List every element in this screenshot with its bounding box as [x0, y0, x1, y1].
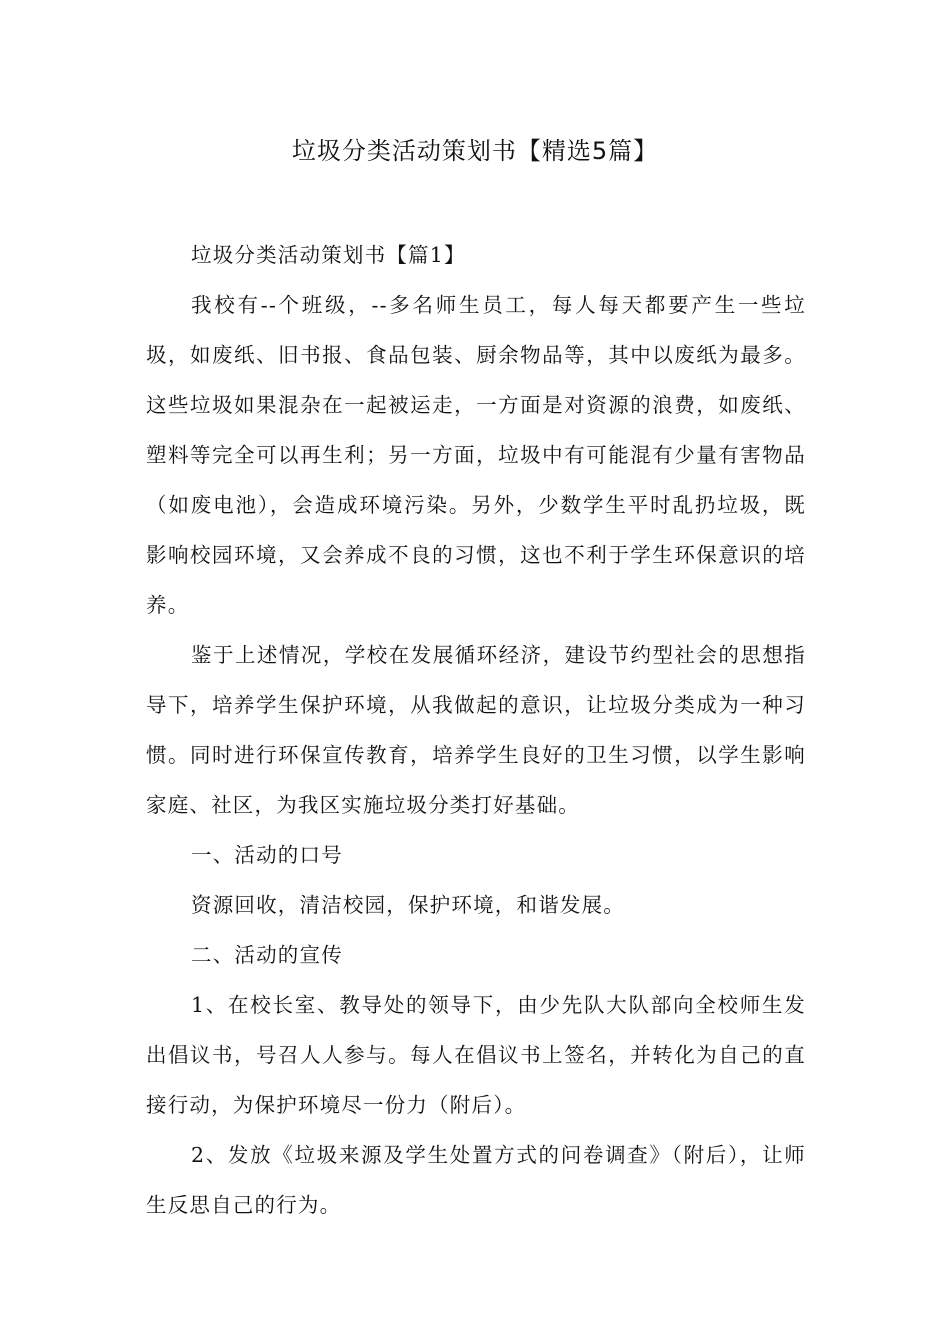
- document-body: [146, 230, 806, 1230]
- document-title: 垃圾分类活动策划书【精选5篇】: [291, 137, 659, 165]
- body-paragraph: 2、发放《垃圾来源及学生处置方式的问卷调查》（附后），让师生反思自己的行为。: [146, 1143, 806, 1217]
- body-paragraph: 我校有--个班级，--多名师生员工，每人每天都要产生一些垃圾，如废纸、旧书报、食品包装、厨余物品等，其中以废纸为最多。这些垃圾如果混杂在一起被运走，一方面是对资源的浪费，如废纸、塑料等完全可以再生利；另一方面，垃圾中有可能混有少量有害物品（如废电池），会造成环境污染。另外，少数学生平时乱扔垃圾，既影响校园环境，又会养成不良的习惯，这也不利于学生环保意识的培养。: [146, 293, 806, 617]
- body-paragraph: 1、在校长室、教导处的领导下，由少先队大队部向全校师生发出倡议书，号召人人参与。每人在倡议书上签名，并转化为自己的直接行动，为保护环境尽一份力（附后）。: [146, 993, 806, 1117]
- body-paragraph: 鉴于上述情况，学校在发展循环经济，建设节约型社会的思想指导下，培养学生保护环境，从我做起的意识，让垃圾分类成为一种习惯。同时进行环保宣传教育，培养学生良好的卫生习惯，以学生影响家庭、社区，为我区实施垃圾分类打好基础。: [146, 643, 806, 817]
- section-heading: 垃圾分类活动策划书【篇1】: [191, 243, 466, 267]
- body-paragraph: 资源回收，清洁校园，保护环境，和谐发展。: [191, 893, 625, 917]
- section-heading: 二、活动的宣传: [191, 943, 343, 967]
- section-heading: 一、活动的口号: [191, 843, 343, 867]
